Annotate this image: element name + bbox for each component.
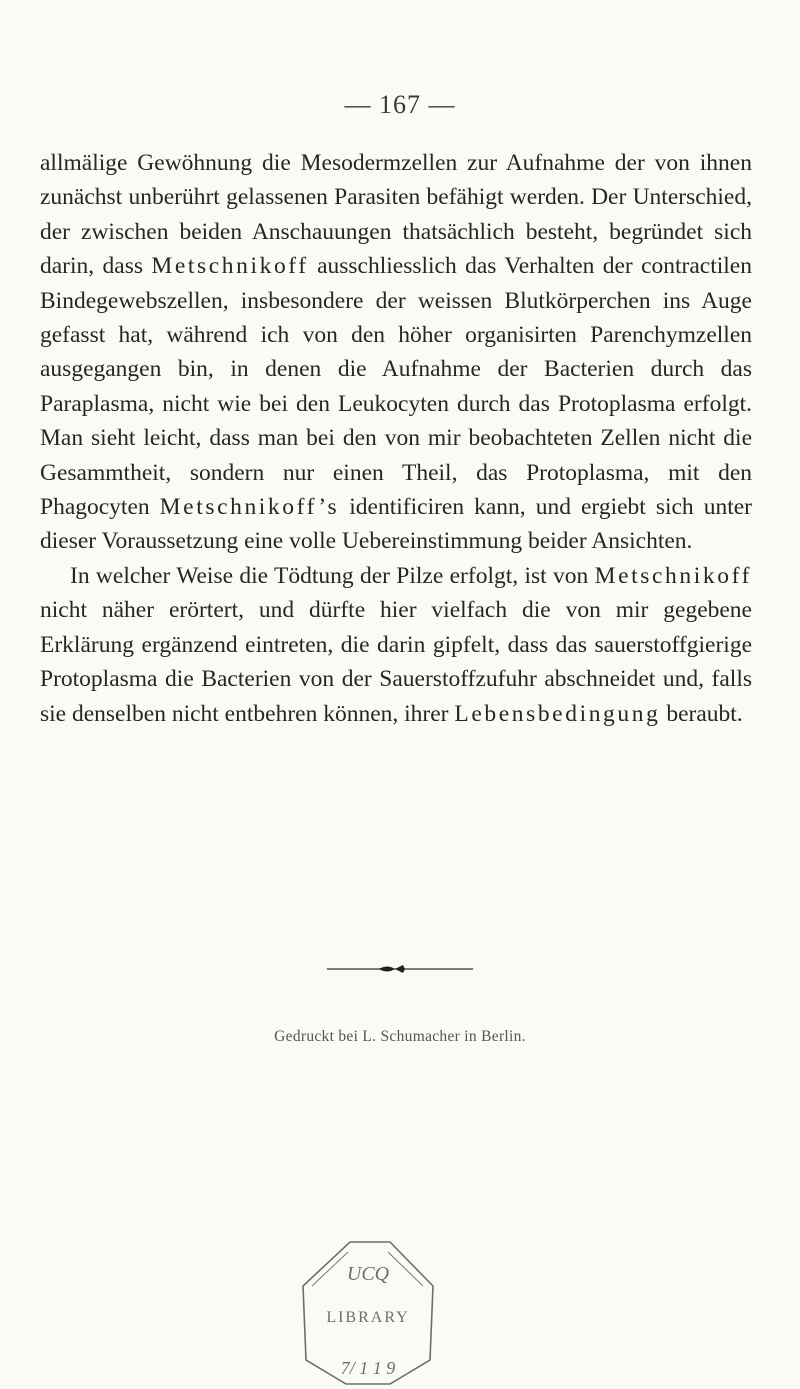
- text-segment: beraubt.: [660, 700, 743, 727]
- fleuron-divider: [327, 963, 473, 975]
- fleuron-left-leaf: [379, 967, 395, 972]
- text-segment: In welcher Weise die Tödtung der Pilze erfolgt, ist von: [70, 562, 595, 589]
- stamp-text-middle: LIBRARY: [326, 1309, 410, 1326]
- paragraph: [40, 146, 752, 559]
- stamp-text-top: UCQ: [346, 1263, 390, 1285]
- text-segment: nicht näher erörtert, und dürfte hier vielfach die von mir gegebene Erklärung ergänzend eintreten, die darin gipfelt, dass das sauerstoffgierige Protoplasma die Bacterien von der Sauerstoffzufuhr abschneidet und, falls sie denselben nicht entbehren können, ihrer: [40, 597, 752, 727]
- emphasized-word-spaced: Lebensbedingung: [454, 700, 661, 727]
- text-segment: identificiren kann, und ergiebt sich unter dieser Voraussetzung eine volle Uebereinstimmung beider Ansichten.: [40, 494, 752, 555]
- fleuron-center: [395, 965, 405, 973]
- paragraph: [40, 559, 752, 731]
- author-name-spaced: Metschnikoff’s: [159, 494, 340, 521]
- author-name-spaced: Metschnikoff: [151, 253, 309, 280]
- page-number: — 167 —: [344, 90, 456, 119]
- author-name-spaced: Metschnikoff: [594, 562, 752, 589]
- text-segment: ausschliesslich das Verhalten der contractilen Bindegewebszellen, insbesondere der weissen Blutkörperchen ins Auge gefasst hat, während ich von den höher organisirten Parenchymzellen ausgegangen bin, in denen die Aufnahme der Bacterien durch das Paraplasma, nicht wie bei den Leukocyten durch das Protoplasma erfolgt. Man sieht leicht, dass man bei den von mir beobachteten Zellen nicht die Gesammtheit, sondern nur einen Theil, das Protoplasma, mit den Phagocyten: [40, 253, 752, 521]
- body-text: [40, 146, 752, 731]
- printer-imprint: Gedruckt bei L. Schumacher in Berlin.: [274, 1028, 526, 1045]
- library-stamp-icon: [298, 1238, 438, 1388]
- stamp-text-bottom: 7/ 1 1 9: [340, 1358, 396, 1378]
- text-segment: allmälige Gewöhnung die Mesodermzellen zur Aufnahme der von ihnen zunächst unberührt gelassenen Parasiten befähigt werden. Der Unterschied, der zwischen beiden Anschauungen thatsächlich besteht, begründet sich darin, dass: [40, 150, 752, 280]
